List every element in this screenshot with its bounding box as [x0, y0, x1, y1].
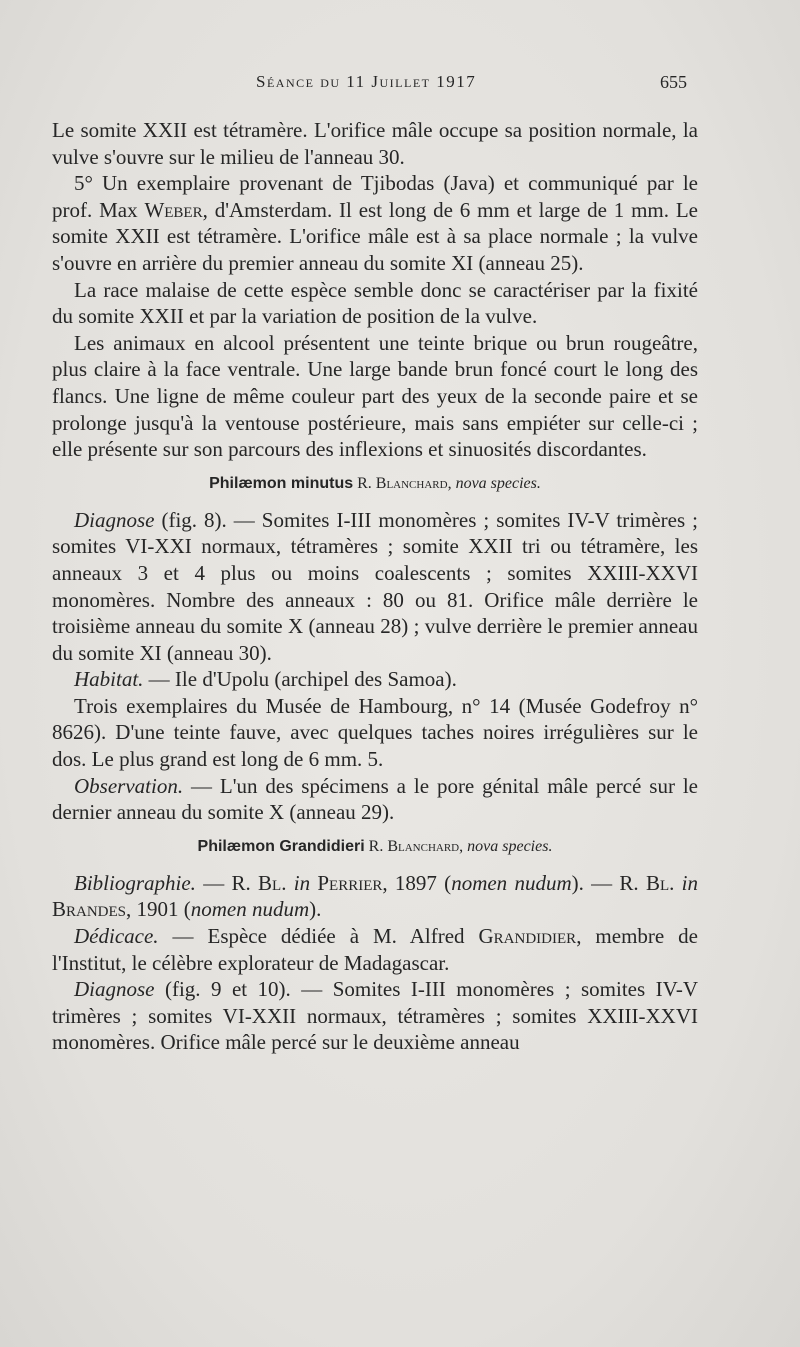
species-name: Philæmon Grandidieri	[197, 837, 365, 855]
observation-label: Observation.	[74, 773, 184, 798]
text-run: ). — R.	[571, 870, 646, 895]
author-abbrev: Bl.	[258, 870, 287, 895]
author-perrier: Perrier	[317, 870, 383, 895]
running-head: Séance du 11 Juillet 1917	[256, 72, 477, 91]
diagnose-label: Diagnose	[74, 977, 155, 1002]
text-run: ).	[309, 897, 322, 922]
text-run: , membre de l'Institut, le célèbre explorateur de Madagascar.	[52, 924, 699, 975]
species-author: R. Blanchard,	[357, 474, 452, 492]
nomen-nudum: nomen nudum	[451, 870, 572, 895]
paragraph-specimen-5	[52, 170, 698, 276]
diagnose-text: (fig. 9 et 10). — Somites I-III monomères ; somites IV-V trimères ; somites VI-XXII normaux, tétramères ; somites XXIII-XXVI monomères. Orifice mâle percé sur le deuxième anneau	[52, 977, 698, 1055]
bibliographie-label: Bibliographie.	[74, 870, 196, 895]
species-heading-minutus	[52, 473, 698, 495]
observation-paragraph	[52, 773, 698, 826]
bibliographie-paragraph	[52, 870, 698, 923]
in-word: in	[674, 870, 699, 895]
observation-text: — L'un des spécimens a le pore génital mâle percé sur le dernier anneau du somite X (anneau 29).	[52, 773, 698, 825]
dedicace-label: Dédicace.	[74, 924, 159, 949]
page-header	[0, 72, 800, 102]
species-status: nova species.	[467, 837, 553, 855]
diagnose-label: Diagnose	[74, 507, 155, 532]
species-heading-grandidieri	[52, 836, 698, 858]
diagnose-grandidieri	[52, 976, 698, 1056]
text-run: — Espèce dédiée à M. Alfred	[158, 924, 479, 949]
author-brandes: Brandes	[52, 897, 127, 922]
author-weber: Weber	[144, 197, 203, 222]
body-text	[52, 117, 698, 1056]
text-run: , 1897 (	[382, 870, 452, 895]
paragraph-coloration: Les animaux en alcool présentent une teinte brique ou brun rougeâtre, plus claire à la face ventrale. Une large bande brun foncé court le long des flancs. Une ligne de même couleur part des yeux de la seconde paire et se prolonge jusqu'à la ventouse postérieure, mais sans empiéter sur celle-ci ; elle présente sur son parcours des inflexions et sinuosités discordantes.	[52, 330, 698, 462]
diagnose-minutus	[52, 507, 698, 667]
nomen-nudum: nomen nudum	[190, 897, 310, 922]
species-status: nova species.	[455, 474, 541, 492]
text-run: 5° Un exemplaire provenant de Tjibodas (Java) et communiqué par le prof. Max	[52, 171, 698, 222]
diagnose-text: (fig. 8). — Somites I-III monomères ; somites IV-V trimères ; somites VI-XXI normaux, tétramères ; somite XXII tri ou tétramère, les anneaux 3 et 4 plus ou moins coalescents ; somites XXIII-XXVI monomères. Nombre des anneaux : 80 ou 81. Orifice mâle derrière le troisième anneau du somite X (anneau 28) ; vulve derrière le premier anneau du somite XI (anneau 30).	[52, 507, 698, 665]
dedicace-paragraph	[52, 923, 698, 976]
text-run: , 1901 (	[126, 897, 191, 922]
habitat-text: — Ile d'Upolu (archipel des Samoa).	[143, 667, 457, 692]
paragraph-race-malaise: La race malaise de cette espèce semble donc se caractériser par la fixité du somite XXII et par la variation de position de la vulve.	[52, 277, 698, 329]
text-run: , d'Amsterdam. Il est long de 6 mm et large de 1 mm. Le somite XXII est tétramère. L'orifice mâle est à sa place normale ; la vulve s'ouvre en arrière du premier anneau du somite XI (anneau 25).	[52, 197, 699, 275]
in-word: in	[286, 870, 318, 895]
species-author: R. Blanchard,	[368, 837, 464, 855]
habitat-label: Habitat.	[74, 667, 144, 692]
paragraph-somite-xxii: Le somite XXII est tétramère. L'orifice mâle occupe sa position normale, la vulve s'ouvre sur le milieu de l'anneau 30.	[52, 118, 698, 169]
paragraph-exemplaires: Trois exemplaires du Musée de Hambourg, n° 14 (Musée Godefroy n° 8626). D'une teinte fauve, avec quelques taches noires irrégulières sur le dos. Le plus grand est long de 6 mm. 5.	[52, 693, 698, 772]
species-name: Philæmon minutus	[209, 474, 354, 492]
page-number: 655	[660, 72, 687, 92]
habitat-paragraph	[52, 666, 698, 693]
text-run: — R.	[195, 870, 259, 895]
author-grandidier: Grandidier	[478, 924, 577, 949]
author-abbrev: Bl.	[645, 870, 675, 895]
